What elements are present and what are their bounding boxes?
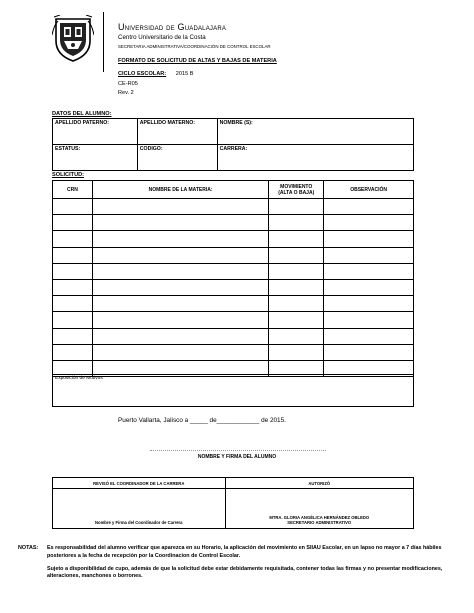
nota-paragraph-2: Sujeto a disponibilidad de cupo, además de que la solicitud debe estar debidamente requisitada, contener todas las firmas y no presentar modificaciones, alteraciones, manchones o borrones. <box>47 565 443 580</box>
coordinador-signature-cell[interactable] <box>53 489 226 529</box>
nota-paragraph-1: Es responsabilidad del alumno verificar que aparezca en su Horario, la aplicación del movimiento en SIIAU Escolar, en un lapso no mayor a 7 días hábiles posteriores a la fecha de recepción por la Coordinacion de Control Escolar. <box>47 545 442 559</box>
movimiento-header <box>269 181 324 199</box>
materia-cell[interactable] <box>92 263 268 279</box>
solicitud-row <box>53 231 414 247</box>
reviso-header: REVISÓ EL COORDINADOR DE LA CARRERA <box>53 478 226 489</box>
ciclo-escolar <box>118 71 193 77</box>
observacion-cell[interactable] <box>324 296 414 312</box>
materia-cell[interactable] <box>92 231 268 247</box>
movimiento-cell[interactable] <box>269 328 324 344</box>
movimiento-cell[interactable] <box>269 263 324 279</box>
movimiento-header-sub: (ALTA O BAJA) <box>278 189 315 196</box>
solicitud-row <box>53 247 414 263</box>
crn-cell[interactable] <box>53 263 93 279</box>
form-code: CE-R05 <box>118 81 138 87</box>
crn-cell[interactable] <box>53 247 93 263</box>
header-divider <box>103 12 104 72</box>
exposicion-motivos-label: Exposición de Motivos <box>55 376 103 381</box>
crn-cell[interactable] <box>53 344 93 360</box>
movimiento-cell[interactable] <box>269 247 324 263</box>
movimiento-cell[interactable] <box>269 344 324 360</box>
materia-cell[interactable] <box>92 247 268 263</box>
solicitud-row <box>53 215 414 231</box>
notas-label: NOTAS: <box>18 545 39 551</box>
centro-name: Centro Universitario de la Costa <box>118 34 206 41</box>
coordinador-signature-label: Nombre y Firma del Coordinador de Carrera <box>95 520 183 525</box>
observacion-cell[interactable] <box>324 312 414 328</box>
form-revision: Rev. 2 <box>118 90 134 96</box>
crn-cell[interactable] <box>53 296 93 312</box>
alumno-table <box>52 118 414 171</box>
observacion-cell[interactable] <box>324 215 414 231</box>
observacion-cell[interactable] <box>324 199 414 215</box>
university-seal-logo <box>52 15 94 63</box>
secretaria-name: SECRETARIA ADMINISTRATIVA/COORDINACIÓN DE CONTROL ESCOLAR <box>118 44 271 49</box>
crn-cell[interactable] <box>53 279 93 295</box>
lugar-fecha: Puerto Vallarta, Jalisco a _____ de____________ de 2015. <box>118 417 286 424</box>
solicitud-section-title: SOLICITUD: <box>52 172 85 178</box>
crn-cell[interactable] <box>53 199 93 215</box>
crn-cell[interactable] <box>53 231 93 247</box>
observacion-cell[interactable] <box>324 344 414 360</box>
alumno-section-title: DATOS DEL ALUMNO: <box>52 111 112 117</box>
materia-cell[interactable] <box>92 215 268 231</box>
exposicion-motivos-field[interactable] <box>52 374 414 407</box>
codigo-field[interactable]: CODIGO: <box>137 145 217 171</box>
firmas-table <box>52 477 414 529</box>
crn-cell[interactable] <box>53 312 93 328</box>
movimiento-cell[interactable] <box>269 279 324 295</box>
autorizo-header: AUTORIZÓ <box>225 478 413 489</box>
university-name: Universidad de Guadalajara <box>118 22 227 32</box>
secretario-signature-cell[interactable] <box>225 489 413 529</box>
ciclo-value: 2015 B <box>175 71 194 77</box>
observacion-cell[interactable] <box>324 328 414 344</box>
solicitud-table <box>52 180 414 377</box>
apellido-materno-field[interactable]: APELLIDO MATERNO: <box>137 119 217 145</box>
materia-cell[interactable] <box>92 312 268 328</box>
form-title: FORMATO DE SOLICITUD DE ALTAS Y BAJAS DE MATERIA <box>118 58 277 64</box>
solicitud-row <box>53 328 414 344</box>
crn-cell[interactable] <box>53 215 93 231</box>
observacion-cell[interactable] <box>324 279 414 295</box>
nombre-field[interactable]: NOMBRE (S): <box>217 119 413 145</box>
solicitud-row <box>53 279 414 295</box>
materia-cell[interactable] <box>92 344 268 360</box>
alumno-signature-line <box>150 450 326 451</box>
crn-cell[interactable] <box>53 328 93 344</box>
observacion-cell[interactable] <box>324 247 414 263</box>
movimiento-cell[interactable] <box>269 199 324 215</box>
apellido-paterno-field[interactable]: APELLIDO PATERNO: <box>53 119 138 145</box>
observacion-cell[interactable] <box>324 231 414 247</box>
movimiento-header-label: MOVIMIENTO <box>280 183 313 190</box>
movimiento-cell[interactable] <box>269 231 324 247</box>
alumno-signature-label: NOMBRE Y FIRMA DEL ALUMNO <box>197 454 277 460</box>
carrera-field[interactable]: CARRERA: <box>217 145 413 171</box>
movimiento-cell[interactable] <box>269 296 324 312</box>
materia-header: NOMBRE DE LA MATERIA: <box>92 181 268 199</box>
movimiento-cell[interactable] <box>269 312 324 328</box>
secretario-name: MTRA. GLORIA ANGÉLICA HERNÁNDEZ OBLEDO <box>269 515 370 520</box>
secretario-title: SECRETARIO ADMINISTRATIVO <box>287 520 352 525</box>
movimiento-cell[interactable] <box>269 215 324 231</box>
solicitud-row <box>53 296 414 312</box>
solicitud-row <box>53 344 414 360</box>
solicitud-row <box>53 263 414 279</box>
crn-header: CRN <box>53 181 93 199</box>
materia-cell[interactable] <box>92 296 268 312</box>
materia-cell[interactable] <box>92 328 268 344</box>
observacion-cell[interactable] <box>324 263 414 279</box>
solicitud-row <box>53 312 414 328</box>
ciclo-label: CICLO ESCOLAR: <box>118 71 167 77</box>
estatus-field[interactable]: ESTATUS: <box>53 145 138 171</box>
observacion-header: OBSERVACIÓN <box>324 181 414 199</box>
notas-section <box>18 545 458 586</box>
solicitud-row <box>53 199 414 215</box>
materia-cell[interactable] <box>92 279 268 295</box>
materia-cell[interactable] <box>92 199 268 215</box>
